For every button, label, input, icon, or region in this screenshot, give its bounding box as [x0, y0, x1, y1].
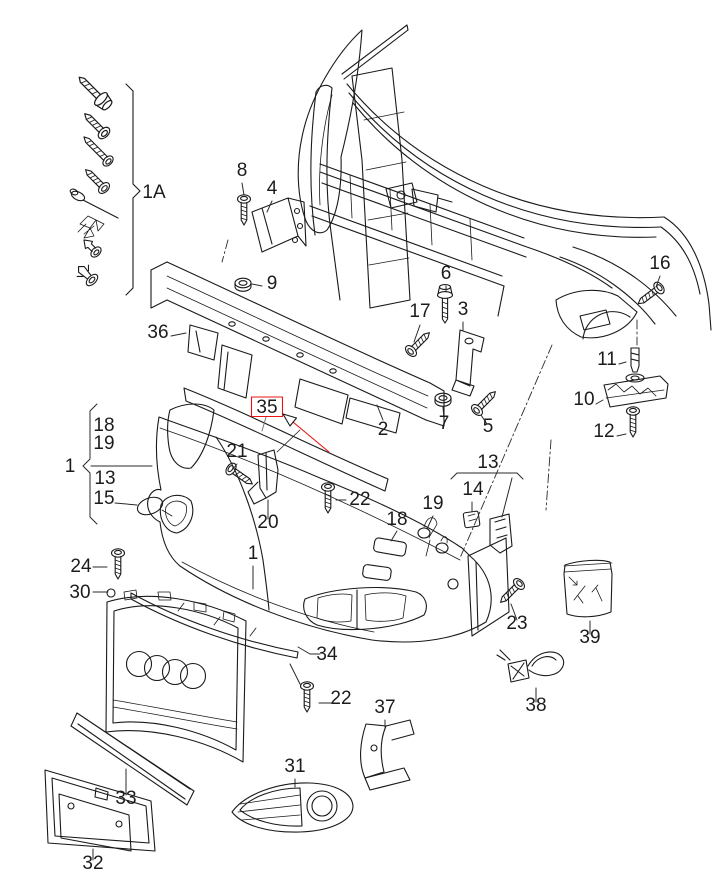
- callout-13-left[interactable]: 13: [94, 468, 116, 489]
- callout-39[interactable]: 39: [579, 627, 601, 648]
- callout-6[interactable]: 6: [440, 263, 452, 284]
- parts-bag-part39: [564, 560, 612, 616]
- clip-part38: [497, 650, 564, 682]
- callout-7[interactable]: 7: [438, 413, 450, 434]
- callout-35-highlighted[interactable]: 35: [256, 397, 278, 418]
- screw-part23-icon: [496, 576, 527, 607]
- screw-part16-icon: [634, 280, 666, 309]
- torx-screw-icon: [81, 165, 112, 196]
- callout-31[interactable]: 31: [284, 756, 306, 777]
- callout-16[interactable]: 16: [649, 253, 671, 274]
- callout-34[interactable]: 34: [316, 644, 338, 665]
- callout-33[interactable]: 33: [115, 788, 137, 809]
- screw-part22-upper-icon: [322, 483, 335, 513]
- screw-part24-icon: [112, 549, 125, 579]
- callout-32[interactable]: 32: [82, 853, 104, 874]
- audi-rings-icon: [127, 652, 206, 689]
- callout-1A[interactable]: 1A: [142, 182, 166, 203]
- callout-5[interactable]: 5: [482, 416, 494, 437]
- screw-part8-icon: [238, 195, 251, 225]
- callout-36[interactable]: 36: [147, 322, 169, 343]
- spring-clip-icon: [78, 216, 104, 238]
- expanding-rivet-icon: [73, 261, 101, 289]
- mount-bracket-part4: [252, 198, 306, 252]
- bumper-cover-part1: [148, 404, 509, 642]
- reinforcement-beam-part2: [151, 262, 444, 426]
- screw-part22-lower-icon: [301, 682, 314, 712]
- callout-21[interactable]: 21: [226, 441, 248, 462]
- clip-part14: [463, 511, 480, 528]
- screw-part21-icon: [224, 461, 256, 489]
- hex-bolt-icon: [73, 71, 115, 113]
- torx-screw-icon: [80, 109, 112, 141]
- callout-22-upper[interactable]: 22: [349, 489, 371, 510]
- highlight-arrow-icon: [283, 414, 329, 452]
- leader-lines: [83, 183, 660, 860]
- callout-19-left[interactable]: 19: [93, 433, 115, 454]
- callout-38[interactable]: 38: [525, 695, 547, 716]
- pin-part11-icon: [626, 348, 644, 382]
- callout-18-left[interactable]: 18: [93, 415, 115, 436]
- nut-part9-icon: [235, 278, 251, 291]
- callout-30[interactable]: 30: [69, 582, 91, 603]
- callout-2[interactable]: 2: [377, 419, 389, 440]
- blind-rivet-icon: [69, 188, 118, 218]
- grommets-part19: [418, 518, 448, 556]
- callout-23[interactable]: 23: [506, 613, 528, 634]
- fastener-kit-group: [69, 71, 140, 295]
- callout-13-right[interactable]: 13: [477, 452, 499, 473]
- guide-rail-part10: [604, 376, 668, 407]
- callout-12[interactable]: 12: [593, 421, 615, 442]
- plate-bracket-part32: [45, 770, 155, 851]
- bracket-part36: [188, 325, 252, 398]
- bracket-part37: [361, 720, 414, 790]
- callout-24[interactable]: 24: [70, 556, 92, 577]
- push-pin-icon: [80, 236, 103, 259]
- screw-part12-icon: [627, 407, 640, 437]
- callout-37[interactable]: 37: [374, 697, 396, 718]
- callout-4[interactable]: 4: [266, 178, 278, 199]
- fog-grille-part31: [232, 783, 353, 832]
- callout-20[interactable]: 20: [257, 512, 279, 533]
- long-screw-icon: [80, 133, 115, 168]
- bracket-part13: [490, 514, 512, 553]
- callout-3[interactable]: 3: [457, 299, 469, 320]
- impact-strip-part35[interactable]: [184, 379, 400, 491]
- callout-1-left[interactable]: 1: [64, 456, 76, 477]
- callout-9[interactable]: 9: [266, 273, 278, 294]
- screw-part17-icon: [403, 328, 434, 359]
- bolt-part6-icon: [438, 285, 453, 323]
- callout-17[interactable]: 17: [409, 301, 431, 322]
- callout-10[interactable]: 10: [573, 389, 595, 410]
- trim-strip-part34: [131, 593, 298, 658]
- callout-8[interactable]: 8: [236, 160, 248, 181]
- callout-19-right[interactable]: 19: [422, 493, 444, 514]
- cover-part18: [373, 537, 407, 556]
- callout-14[interactable]: 14: [462, 479, 484, 500]
- bracket-part3: [452, 330, 484, 396]
- callout-1-bumper[interactable]: 1: [247, 543, 259, 564]
- callout-15[interactable]: 15: [93, 488, 115, 509]
- nut-part7-icon: [435, 393, 451, 406]
- callout-22-lower[interactable]: 22: [330, 688, 352, 709]
- screw-part5-icon: [469, 387, 500, 418]
- bracket-1a: [126, 84, 140, 295]
- callout-11[interactable]: 11: [597, 349, 617, 370]
- callout-18-right[interactable]: 18: [386, 509, 408, 530]
